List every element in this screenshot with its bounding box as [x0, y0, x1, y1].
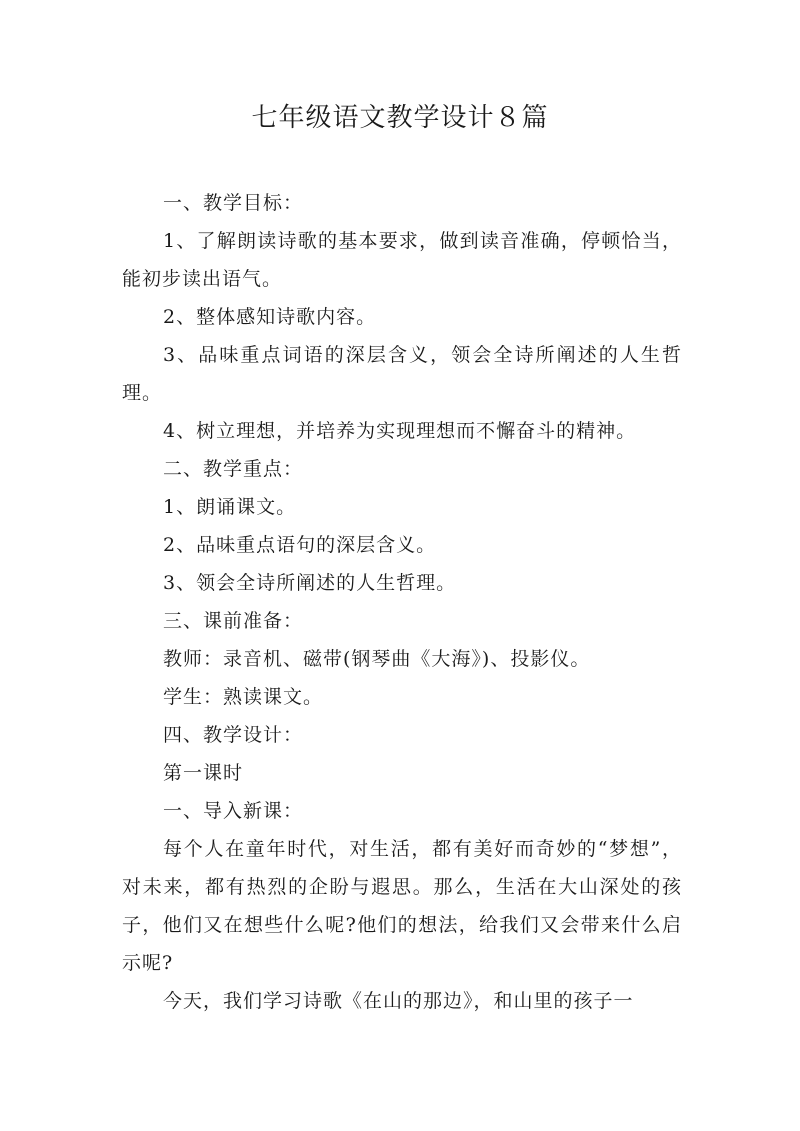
goal-item-3: 3、品味重点词语的深层含义，领会全诗所阐述的人生哲理。	[122, 344, 682, 404]
lesson-one-heading: 第一课时	[163, 762, 244, 784]
preparation-student: 学生：熟读课文。	[163, 686, 324, 708]
goal-item-1: 1、了解朗读诗歌的基本要求，做到读音准确，停顿恰当，能初步读出语气。	[122, 230, 682, 290]
focus-item-1: 1、朗诵课文。	[163, 496, 297, 518]
document-body	[122, 184, 682, 1020]
heading-introduction: 一、导入新课：	[163, 800, 304, 822]
today-paragraph: 今天，我们学习诗歌《在山的那边》，和山里的孩子一	[163, 990, 634, 1012]
heading-teaching-goals: 一、教学目标：	[163, 192, 304, 214]
heading-teaching-focus: 二、教学重点：	[163, 458, 304, 480]
goal-item-4: 4、树立理想，并培养为实现理想而不懈奋斗的精神。	[163, 420, 637, 442]
focus-item-3: 3、领会全诗所阐述的人生哲理。	[163, 572, 457, 594]
heading-teaching-design: 四、教学设计：	[163, 724, 304, 746]
introduction-paragraph: 每个人在童年时代，对生活，都有美好而奇妙的“梦想”，对未来，都有热烈的企盼与遐思。那么，生活在大山深处的孩子，他们又在想些什么呢?他们的想法，给我们又会带来什么启示呢?	[122, 838, 682, 974]
preparation-teacher: 教师：录音机、磁带(钢琴曲《大海》)、投影仪。	[163, 648, 591, 670]
focus-item-2: 2、品味重点语句的深层含义。	[163, 534, 437, 556]
heading-preparation: 三、课前准备：	[163, 610, 304, 632]
document-title: 七年级语文教学设计８篇	[251, 103, 549, 133]
goal-item-2: 2、整体感知诗歌内容。	[163, 306, 377, 328]
